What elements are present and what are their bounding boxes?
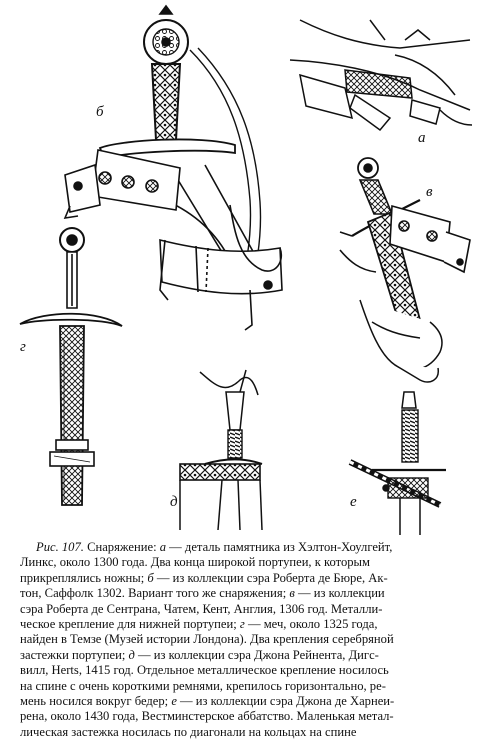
caption-line [20, 648, 476, 663]
caption-italic-run: Рис. 107. [36, 540, 84, 554]
caption-text-run: прикреплялись ножны; [20, 570, 148, 585]
caption-italic-run: б [147, 570, 154, 585]
caption-line [20, 602, 476, 617]
figure-label-a: а [418, 130, 426, 146]
figure-label-e: е [350, 494, 357, 510]
figure-label-d: д [170, 494, 178, 510]
caption-text-run: рена, около 1430 года, Вестминстерское аббатство. Маленькая метал- [20, 709, 394, 724]
figure-label-v: в [426, 184, 433, 200]
caption-text-run: на спине с очень короткими ремнями, крепилось горизонтально, ре- [20, 678, 386, 693]
caption-text-run: найден в Темзе (Музей истории Лондона). Два крепления серебряной [20, 632, 394, 647]
caption-italic-run: а [159, 540, 167, 554]
caption-line [20, 571, 476, 586]
caption-text-run: Линкс, около 1300 года. Два конца широкой портупеи, к которым [20, 555, 370, 570]
caption-line [20, 617, 476, 632]
caption-italic-run: г [239, 617, 245, 632]
caption-text-run: — из коллекции сэра Джона де Харнеи- [176, 694, 395, 709]
figure-g-sword [20, 228, 122, 505]
caption-text-run: лическая застежка носилась по диагонали на кольцах на спине [20, 724, 357, 739]
caption-italic-run: д [128, 647, 135, 662]
caption-text-run: застежки портупеи; [20, 647, 129, 662]
caption-line [20, 540, 476, 555]
caption-text-run: — деталь памятника из Хэлтон-Хоулгейт, [166, 540, 393, 554]
caption-text-run: ческое крепление для нижней портупеи; [20, 617, 240, 632]
caption-line [20, 709, 476, 724]
caption-text-run: — из коллекции сэра Джона Рейнента, Дигс- [134, 647, 379, 662]
caption-line [20, 663, 476, 678]
figure-label-g: г [20, 339, 26, 355]
caption-line [20, 679, 476, 694]
caption-text-run: мень носился вокруг бедер; [20, 694, 172, 709]
caption-line [20, 555, 476, 570]
caption-text-run: тон, Саффолк 1302. Вариант того же снаряжения; [20, 586, 290, 601]
caption-text-run: Снаряжение: [83, 540, 160, 554]
figure-b-sword-with-belt [65, 6, 282, 330]
figure-d-belt-clasp [180, 370, 262, 530]
caption-italic-run: в [289, 586, 295, 601]
figure-a-monument-detail [290, 20, 472, 130]
caption-line [20, 694, 476, 709]
caption-text-run: вилл, Herts, 1415 год. Отдельное металлическое крепление носилось [20, 663, 389, 678]
figure-caption [20, 540, 476, 740]
caption-line [20, 725, 476, 740]
caption-text-run: — меч, около 1325 года, [244, 617, 378, 632]
caption-line [20, 632, 476, 647]
figure-e-diagonal-clasp [350, 300, 446, 535]
caption-text-run: сэра Роберта де Сентрана, Чатем, Кент, Англия, 1306 год. Металли- [20, 601, 383, 616]
caption-italic-run: е [171, 694, 177, 709]
figure-label-b: б [96, 104, 104, 120]
caption-text-run: — из коллекции сэра Роберта де Бюре, Ак- [153, 570, 388, 585]
caption-text-run: — из коллекции [294, 586, 385, 601]
caption-line [20, 586, 476, 601]
